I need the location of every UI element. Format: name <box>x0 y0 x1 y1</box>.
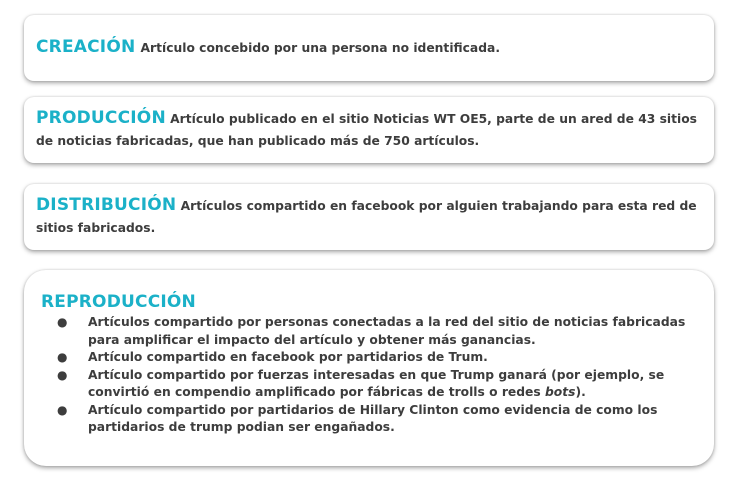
reproduction-list <box>41 314 696 437</box>
list-item <box>41 367 696 402</box>
reproduction-heading: REPRODUCCIÓN <box>41 292 196 312</box>
list-item-text-end: ). <box>575 385 586 399</box>
bullet-icon: ● <box>57 367 68 382</box>
list-item-text: Artículo compartido en facebook por partidarios de Trum. <box>88 350 488 364</box>
distribution-text: Artículos compartido en facebook por alguien trabajando para esta red de sitios fabricados. <box>36 199 697 235</box>
reproduction-card <box>24 270 714 466</box>
creation-text: Artículo concebido por una persona no identificada. <box>140 41 501 55</box>
bullet-icon: ● <box>57 315 68 329</box>
creation-heading: CREACIÓN <box>36 37 136 57</box>
list-item-italic: bots <box>545 385 576 399</box>
list-item <box>41 314 696 349</box>
creation-card <box>24 15 714 81</box>
distribution-card <box>24 184 714 250</box>
bullet-icon: ● <box>57 402 68 417</box>
distribution-heading: DISTRIBUCIÓN <box>36 195 177 215</box>
production-heading: PRODUCCIÓN <box>36 108 166 128</box>
list-item <box>41 402 696 437</box>
production-text: Artículo publicado en el sitio Noticias WT OE5, parte de un ared de 43 sitios de noticias fabricadas, que han publicado más de 750 artículos. <box>36 112 698 148</box>
list-item-text: Artículo compartido por partidarios de Hillary Clinton como evidencia de como los partidarios de trump podian ser engañados. <box>88 402 658 434</box>
list-item-text: Artículos compartido por personas conectadas a la red del sitio de noticias fabricadas para amplificar el impacto del artículo y obtener más ganancias. <box>88 315 686 347</box>
list-item-text: Artículo compartido por fuerzas interesadas en que Trump ganará (por ejemplo, se convirtió en compendio amplificado por fábricas de trolls o redes <box>88 367 665 399</box>
bullet-icon: ● <box>57 350 68 364</box>
list-item <box>41 349 696 367</box>
production-card <box>24 97 714 163</box>
